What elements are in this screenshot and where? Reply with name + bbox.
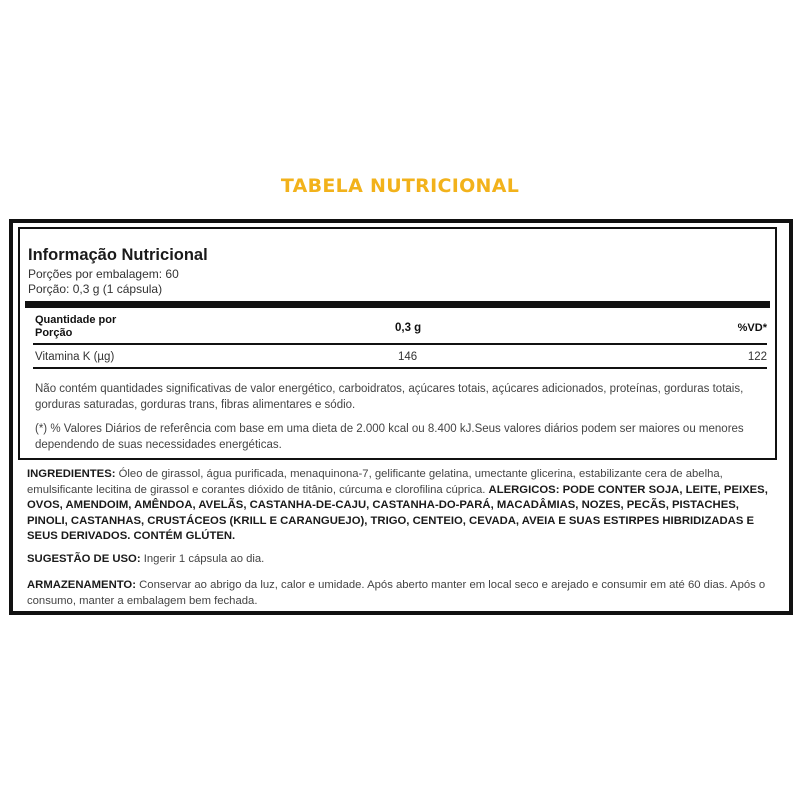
allergens-text: ALERGICOS: PODE CONTER SOJA, LEITE, PEIXES, OVOS, AMENDOIM, AMÊNDOA, AVELÃS, CASTANHA-DE-CAJU, CASTANHA-DO-PARÁ, MACADÂMIAS, NOZES, PECÃS, PISTACHES, PINOLI, CASTANHAS, CRUSTÁCEOS (KRILL E CARANGUEJO), TRIGO, CENTEIO, CEVADA, AVEIA E SUAS ESTIRPES HIBRIDIZADAS E SEUS DERIVADOS. CONTÉM GLÚTEN. bbox=[27, 483, 768, 542]
header-quantity bbox=[35, 314, 116, 340]
nutrition-facts-box bbox=[18, 227, 777, 460]
nutrient-amount: 146 bbox=[398, 351, 418, 363]
thick-divider bbox=[25, 301, 770, 308]
nutrition-info-title: Informação Nutricional bbox=[28, 246, 208, 264]
serving-size: Porção: 0,3 g (1 cápsula) bbox=[28, 282, 163, 296]
table-header-divider bbox=[33, 343, 767, 345]
usage-text: Ingerir 1 cápsula ao dia. bbox=[140, 553, 265, 565]
ingredients-label: INGREDIENTES: bbox=[27, 468, 116, 480]
insignificant-amounts-note: Não contém quantidades significativas de valor energético, carboidratos, açúcares totais, açúcares adicionados, proteínas, gorduras totais, gorduras saturadas, gorduras trans, fibras alimentares e sódio. bbox=[35, 383, 744, 411]
storage-text: Conservar ao abrigo da luz, calor e umidade. Após aberto manter em local seco e arejado e consumir em até 60 dias. Após o consumo, manter a embalagem bem fechada. bbox=[27, 579, 766, 607]
table-row-divider bbox=[33, 367, 767, 369]
usage-label: SUGESTÃO DE USO: bbox=[27, 553, 141, 565]
daily-value-footnote: (*) % Valores Diários de referência com base em uma dieta de 2.000 kcal ou 8.400 kJ.Seus valores diários podem ser maiores ou menores dependendo de suas necessidades energéticas. bbox=[35, 423, 744, 451]
header-quantity-line1: Quantidade por bbox=[35, 314, 117, 326]
ingredients-text: Óleo de girassol, água purificada, menaquinona-7, gelificante gelatina, umectante glicerina, estabilizante cera de abelha, emulsificante lecitina de girassol e corantes dióxido de titânio, cúrcuma e clorofilina cúprica. bbox=[27, 468, 723, 496]
page-title: TABELA NUTRICIONAL bbox=[280, 175, 520, 197]
ingredients-paragraph bbox=[27, 467, 777, 545]
header-quantity-line2: Porção bbox=[35, 327, 73, 339]
usage-paragraph bbox=[27, 552, 777, 568]
nutrient-daily-value: 122 bbox=[747, 351, 767, 363]
nutrient-name: Vitamina K (µg) bbox=[35, 351, 115, 363]
servings-per-package: Porções por embalagem: 60 bbox=[28, 267, 179, 281]
storage-paragraph bbox=[27, 578, 777, 609]
storage-label: ARMAZENAMENTO: bbox=[27, 579, 136, 591]
nutrition-label-panel bbox=[9, 219, 793, 615]
header-daily-value: %VD* bbox=[737, 322, 767, 334]
header-amount: 0,3 g bbox=[395, 322, 422, 334]
